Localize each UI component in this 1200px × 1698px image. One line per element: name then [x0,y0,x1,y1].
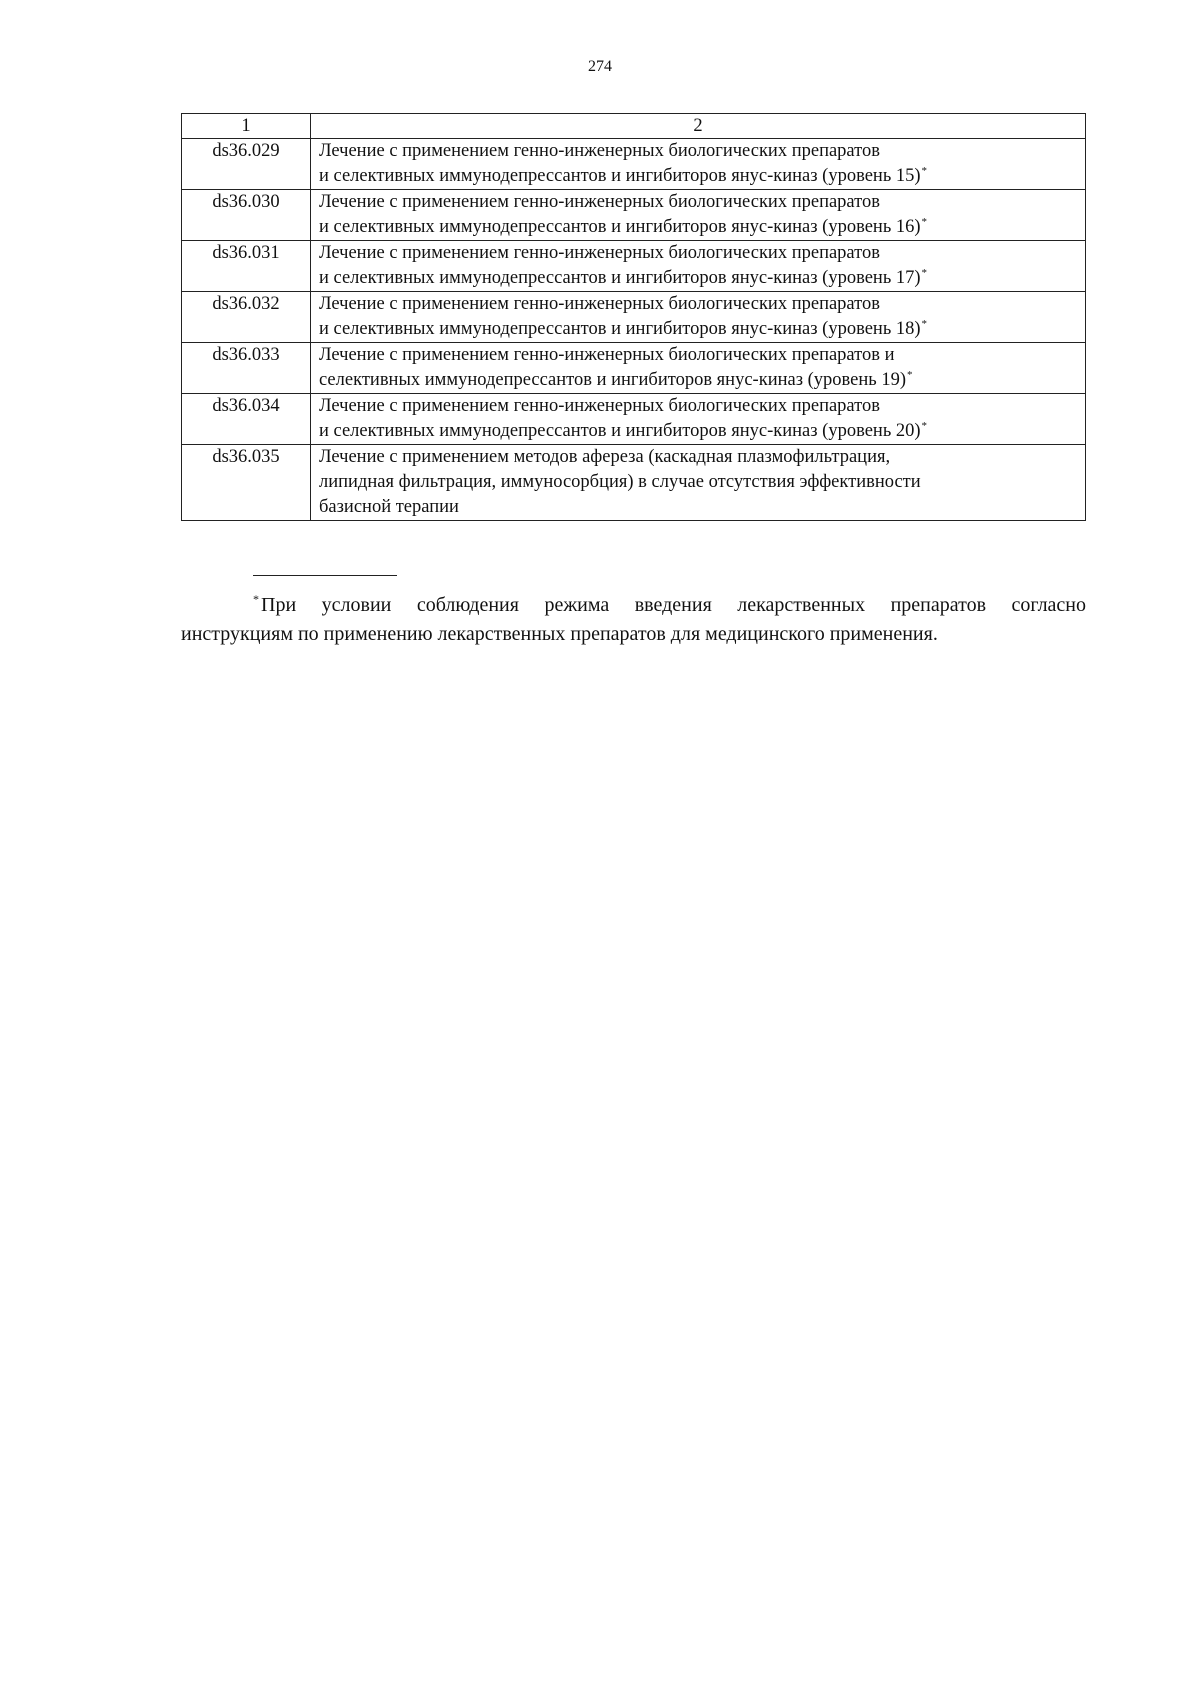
description-text: Лечение с применением генно-инженерных биологических препаратов [319,192,880,212]
footnote-text-1: При условии соблюдения режима введения лекарственных препаратов согласно [261,594,1086,616]
footnote-line-1 [181,591,1086,620]
row-description [311,394,1086,445]
tariff-table [181,113,1086,521]
table-row [182,292,1086,343]
description-line [319,139,1079,164]
footnote-reference-mark: * [921,420,928,432]
table-header-row [182,114,1086,139]
table-row [182,394,1086,445]
description-text: Лечение с применением генно-инженерных биологических препаратов [319,141,880,161]
row-description [311,343,1086,394]
description-text: липидная фильтрация, иммуносорбция) в случае отсутствия эффективности [319,472,921,492]
row-code: ds36.032 [182,292,311,343]
description-text: Лечение с применением генно-инженерных биологических препаратов [319,294,880,314]
row-description [311,190,1086,241]
description-line [319,470,1079,495]
description-line [319,164,1079,189]
row-code: ds36.031 [182,241,311,292]
description-line [319,317,1079,342]
description-text: Лечение с применением генно-инженерных биологических препаратов [319,243,880,263]
page-number: 274 [588,58,612,75]
description-line [319,368,1079,393]
description-line [319,190,1079,215]
footnote-reference-mark: * [921,318,928,330]
row-code: ds36.034 [182,394,311,445]
row-code: ds36.033 [182,343,311,394]
description-text: и селективных иммунодепрессантов и ингибиторов янус-киназ (уровень 16) [319,217,921,237]
description-line [319,292,1079,317]
description-text: и селективных иммунодепрессантов и ингибиторов янус-киназ (уровень 18) [319,319,921,339]
description-line [319,394,1079,419]
footnote-line-2: инструкциям по применению лекарственных препаратов для медицинского применения. [181,623,938,645]
table-row [182,445,1086,521]
description-line [319,241,1079,266]
row-code: ds36.029 [182,139,311,190]
description-text: Лечение с применением генно-инженерных биологических препаратов [319,396,880,416]
description-line [319,495,1079,520]
description-line [319,343,1079,368]
table-row [182,190,1086,241]
row-description [311,292,1086,343]
column-header-2: 2 [311,114,1086,139]
description-text: и селективных иммунодепрессантов и ингибиторов янус-киназ (уровень 20) [319,421,921,441]
footnote-reference-mark: * [921,267,928,279]
row-description [311,445,1086,521]
description-line [319,419,1079,444]
description-line [319,215,1079,240]
description-text: Лечение с применением генно-инженерных биологических препаратов и [319,345,895,365]
footnote-reference-mark: * [921,165,928,177]
table-row [182,139,1086,190]
row-description [311,241,1086,292]
row-code: ds36.035 [182,445,311,521]
description-line [319,266,1079,291]
description-text: Лечение с применением методов афереза (каскадная плазмофильтрация, [319,447,891,467]
column-header-1: 1 [182,114,311,139]
footnote-reference-mark: * [921,216,928,228]
footnote-separator [253,575,397,576]
table-row [182,343,1086,394]
footnote-mark: * [253,592,259,606]
row-code: ds36.030 [182,190,311,241]
description-line [319,445,1079,470]
description-text: и селективных иммунодепрессантов и ингибиторов янус-киназ (уровень 15) [319,166,921,186]
footnote [181,591,1086,649]
description-text: базисной терапии [319,497,459,517]
footnote-reference-mark: * [907,369,913,381]
description-text: селективных иммунодепрессантов и ингибиторов янус-киназ (уровень 19) [319,370,907,390]
row-description [311,139,1086,190]
table-row [182,241,1086,292]
description-text: и селективных иммунодепрессантов и ингибиторов янус-киназ (уровень 17) [319,268,921,288]
